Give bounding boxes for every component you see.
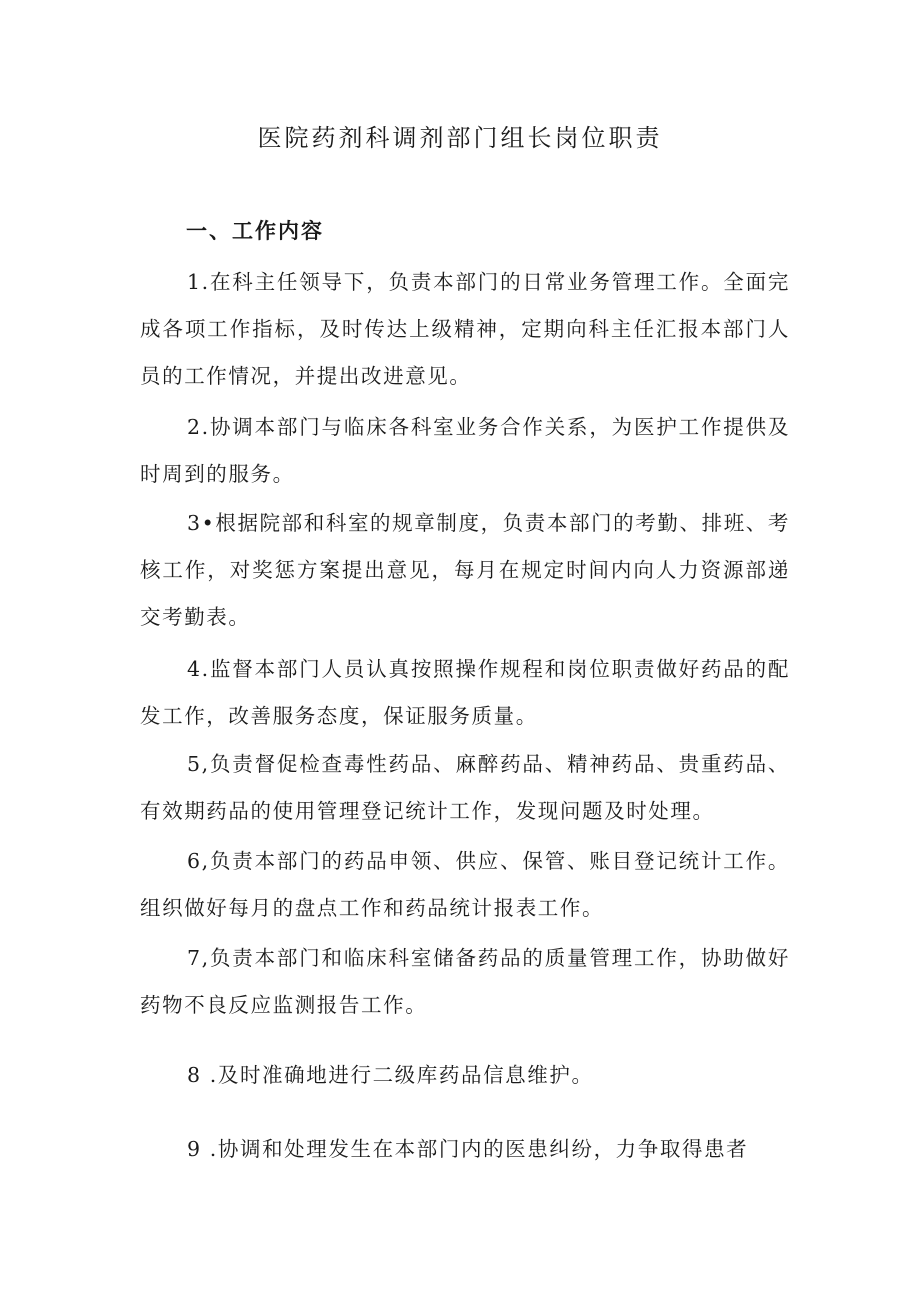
- duty-paragraph-3: 3•根据院部和科室的规章制度，负责本部门的考勤、排班、考核工作，对奖惩方案提出意见，每月在规定时间内向人力资源部递交考勤表。: [140, 511, 790, 629]
- document-title: 医院药剂科调剂部门组长岗位职责: [257, 124, 663, 152]
- duty-paragraph-1: 1.在科主任领导下，负责本部门的日常业务管理工作。全面完成各项工作指标，及时传达上级精神，定期向科主任汇报本部门人员的工作情况，并提出改进意见。: [140, 270, 790, 388]
- duty-paragraph-2: 2.协调本部门与临床各科室业务合作关系，为医护工作提供及时周到的服务。: [140, 415, 790, 486]
- duty-paragraph-9: 9 .协调和处理发生在本部门内的医患纠纷，力争取得患者: [187, 1137, 749, 1161]
- duty-paragraph-8: 8 .及时准确地进行二级库药品信息维护。: [187, 1063, 594, 1087]
- duty-paragraph-4: 4.监督本部门人员认真按照操作规程和岗位职责做好药品的配发工作，改善服务态度，保证服务质量。: [140, 657, 790, 728]
- duty-paragraph-5: 5,负责督促检查毒性药品、麻醉药品、精神药品、贵重药品、有效期药品的使用管理登记统计工作，发现问题及时处理。: [140, 752, 790, 823]
- section-heading: 一、工作内容: [186, 219, 324, 243]
- duty-paragraph-7: 7,负责本部门和临床科室储备药品的质量管理工作，协助做好药物不良反应监测报告工作。: [140, 946, 790, 1017]
- duty-paragraph-6: 6,负责本部门的药品申领、供应、保管、账目登记统计工作。组织做好每月的盘点工作和药品统计报表工作。: [140, 849, 790, 920]
